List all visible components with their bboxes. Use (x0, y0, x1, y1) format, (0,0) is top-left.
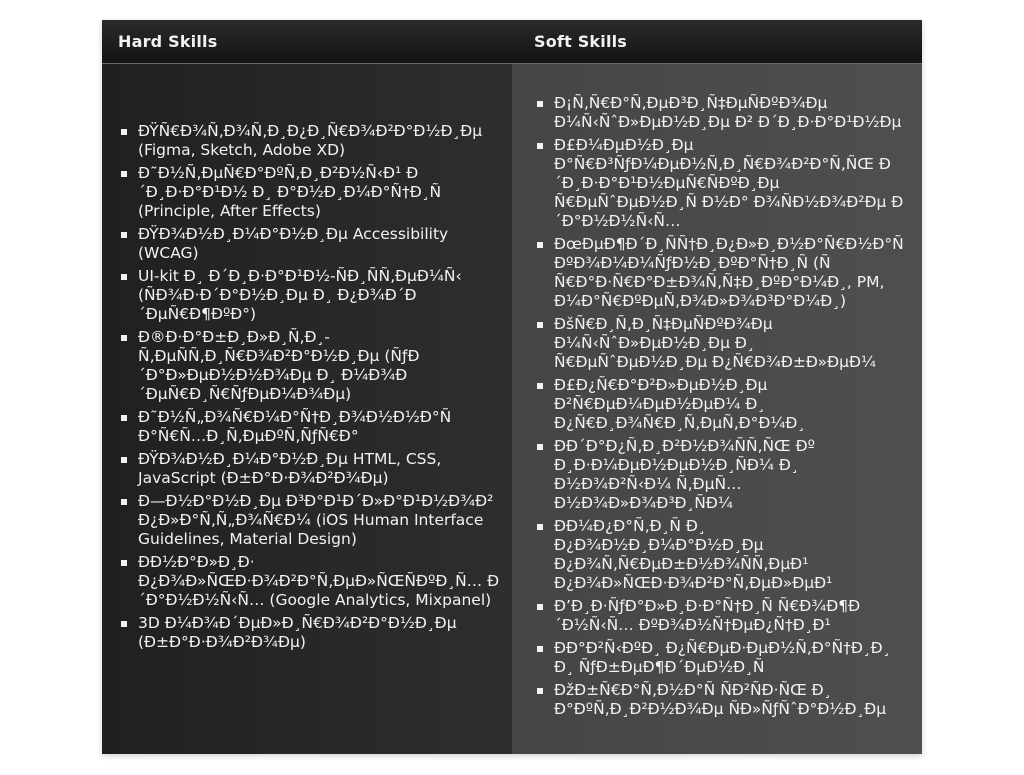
list-item: ÐÐ½Ð°Ð»Ð¸Ð· Ð¿Ð¾Ð»ÑŒÐ·Ð¾Ð²Ð°Ñ‚ÐµÐ»ÑŒÑÐºÐ¸Ñ… Ð´Ð°Ð½Ð½Ñ‹Ñ… (Google Analytics, Mixpanel) (118, 553, 500, 610)
hard-skills-header: Hard Skills (118, 32, 218, 51)
table-header-row (102, 20, 922, 64)
list-item: Ð£Ð¼ÐµÐ½Ð¸Ðµ Ð°Ñ€Ð³ÑƒÐ¼ÐµÐ½Ñ‚Ð¸Ñ€Ð¾Ð²Ð°Ñ‚ÑŒ Ð´Ð¸Ð·Ð°Ð¹Ð½ÐµÑ€ÑÐºÐ¸Ðµ Ñ€ÐµÑˆÐµÐ½Ð¸Ñ Ð½Ð° Ð¾ÑÐ½Ð¾Ð²Ðµ Ð´Ð°Ð½Ð½Ñ‹Ñ… (534, 136, 908, 231)
list-item: Ð˜Ð½Ñ„Ð¾Ñ€Ð¼Ð°Ñ†Ð¸Ð¾Ð½Ð½Ð°Ñ Ð°Ñ€Ñ…Ð¸Ñ‚ÐµÐºÑ‚ÑƒÑ€Ð° (118, 408, 500, 446)
list-item: Ð®Ð·Ð°Ð±Ð¸Ð»Ð¸Ñ‚Ð¸-Ñ‚ÐµÑÑ‚Ð¸Ñ€Ð¾Ð²Ð°Ð½Ð¸Ðµ (ÑƒÐ´Ð°Ð»ÐµÐ½Ð½Ð¾Ðµ Ð¸ Ð¼Ð¾Ð´ÐµÑ€Ð¸Ñ€ÑƒÐµÐ¼Ð¾Ðµ) (118, 328, 500, 404)
list-item: ÐŸÐ¾Ð½Ð¸Ð¼Ð°Ð½Ð¸Ðµ Accessibility (WCAG) (118, 225, 500, 263)
list-item: Ð£Ð¿Ñ€Ð°Ð²Ð»ÐµÐ½Ð¸Ðµ Ð²Ñ€ÐµÐ¼ÐµÐ½ÐµÐ¼ Ð¸ Ð¿Ñ€Ð¸Ð¾Ñ€Ð¸Ñ‚ÐµÑ‚Ð°Ð¼Ð¸ (534, 376, 908, 433)
list-item: ÐŸÐ¾Ð½Ð¸Ð¼Ð°Ð½Ð¸Ðµ HTML, CSS, JavaScript (Ð±Ð°Ð·Ð¾Ð²Ð¾Ðµ) (118, 450, 500, 488)
list-item: Ð¡Ñ‚Ñ€Ð°Ñ‚ÐµÐ³Ð¸Ñ‡ÐµÑÐºÐ¾Ðµ Ð¼Ñ‹ÑˆÐ»ÐµÐ½Ð¸Ðµ Ð² Ð´Ð¸Ð·Ð°Ð¹Ð½Ðµ (534, 94, 908, 132)
list-item: ÐœÐµÐ¶Ð´Ð¸ÑÑ†Ð¸Ð¿Ð»Ð¸Ð½Ð°Ñ€Ð½Ð°Ñ ÐºÐ¾Ð¼Ð¼ÑƒÐ½Ð¸ÐºÐ°Ñ†Ð¸Ñ (Ñ Ñ€Ð°Ð·Ñ€Ð°Ð±Ð¾Ñ‚Ñ‡Ð¸ÐºÐ°Ð¼Ð¸, PM, Ð¼Ð°Ñ€ÐºÐµÑ‚Ð¾Ð»Ð¾Ð³Ð°Ð¼Ð¸) (534, 235, 908, 311)
table-body-row (102, 64, 922, 754)
soft-skills-header: Soft Skills (534, 32, 628, 51)
skills-table (102, 20, 922, 754)
hard-skills-list (118, 122, 500, 652)
soft-skills-list (534, 94, 908, 719)
list-item: Ð’Ð¸Ð·ÑƒÐ°Ð»Ð¸Ð·Ð°Ñ†Ð¸Ñ Ñ€Ð¾Ð¶Ð´Ð½Ñ‹Ñ… ÐºÐ¾Ð½Ñ†ÐµÐ¿Ñ†Ð¸Ð¹ (534, 597, 908, 635)
list-item: Ð—Ð½Ð°Ð½Ð¸Ðµ Ð³Ð°Ð¹Ð´Ð»Ð°Ð¹Ð½Ð¾Ð² Ð¿Ð»Ð°Ñ‚Ñ„Ð¾Ñ€Ð¼ (iOS Human Interface Guidelines, Material Design) (118, 492, 500, 549)
list-item: Ð˜Ð½Ñ‚ÐµÑ€Ð°ÐºÑ‚Ð¸Ð²Ð½Ñ‹Ð¹ Ð´Ð¸Ð·Ð°Ð¹Ð½ Ð¸ Ð°Ð½Ð¸Ð¼Ð°Ñ†Ð¸Ñ (Principle, After Effects) (118, 164, 500, 221)
list-item: ÐšÑ€Ð¸Ñ‚Ð¸Ñ‡ÐµÑÐºÐ¾Ðµ Ð¼Ñ‹ÑˆÐ»ÐµÐ½Ð¸Ðµ Ð¸ Ñ€ÐµÑˆÐµÐ½Ð¸Ðµ Ð¿Ñ€Ð¾Ð±Ð»ÐµÐ¼ (534, 315, 908, 372)
list-item: ÐÐ¼Ð¿Ð°Ñ‚Ð¸Ñ Ð¸ Ð¿Ð¾Ð½Ð¸Ð¼Ð°Ð½Ð¸Ðµ Ð¿Ð¾Ñ‚Ñ€ÐµÐ±Ð½Ð¾ÑÑ‚ÐµÐ¹ Ð¿Ð¾Ð»ÑŒÐ·Ð¾Ð²Ð°Ñ‚ÐµÐ»ÐµÐ¹ (534, 517, 908, 593)
soft-skills-cell (512, 64, 922, 754)
hard-skills-cell (102, 64, 512, 754)
list-item: ÐÐ°Ð²Ñ‹ÐºÐ¸ Ð¿Ñ€ÐµÐ·ÐµÐ½Ñ‚Ð°Ñ†Ð¸Ð¸ Ð¸ ÑƒÐ±ÐµÐ¶Ð´ÐµÐ½Ð¸Ñ (534, 639, 908, 677)
list-item: 3D Ð¼Ð¾Ð´ÐµÐ»Ð¸Ñ€Ð¾Ð²Ð°Ð½Ð¸Ðµ (Ð±Ð°Ð·Ð¾Ð²Ð¾Ðµ) (118, 614, 500, 652)
list-item: ÐŸÑ€Ð¾Ñ‚Ð¾Ñ‚Ð¸Ð¿Ð¸Ñ€Ð¾Ð²Ð°Ð½Ð¸Ðµ (Figma, Sketch, Adobe XD) (118, 122, 500, 160)
list-item: ÐžÐ±Ñ€Ð°Ñ‚Ð½Ð°Ñ ÑÐ²ÑÐ·ÑŒ Ð¸ Ð°ÐºÑ‚Ð¸Ð²Ð½Ð¾Ðµ ÑÐ»ÑƒÑˆÐ°Ð½Ð¸Ðµ (534, 681, 908, 719)
list-item: ÐÐ´Ð°Ð¿Ñ‚Ð¸Ð²Ð½Ð¾ÑÑ‚ÑŒ Ðº Ð¸Ð·Ð¼ÐµÐ½ÐµÐ½Ð¸ÑÐ¼ Ð¸ Ð½Ð¾Ð²Ñ‹Ð¼ Ñ‚ÐµÑ…Ð½Ð¾Ð»Ð¾Ð³Ð¸ÑÐ¼ (534, 437, 908, 513)
list-item: UI-kit Ð¸ Ð´Ð¸Ð·Ð°Ð¹Ð½-ÑÐ¸ÑÑ‚ÐµÐ¼Ñ‹ (ÑÐ¾Ð·Ð´Ð°Ð½Ð¸Ðµ Ð¸ Ð¿Ð¾Ð´Ð´ÐµÑ€Ð¶ÐºÐ°) (118, 267, 500, 324)
